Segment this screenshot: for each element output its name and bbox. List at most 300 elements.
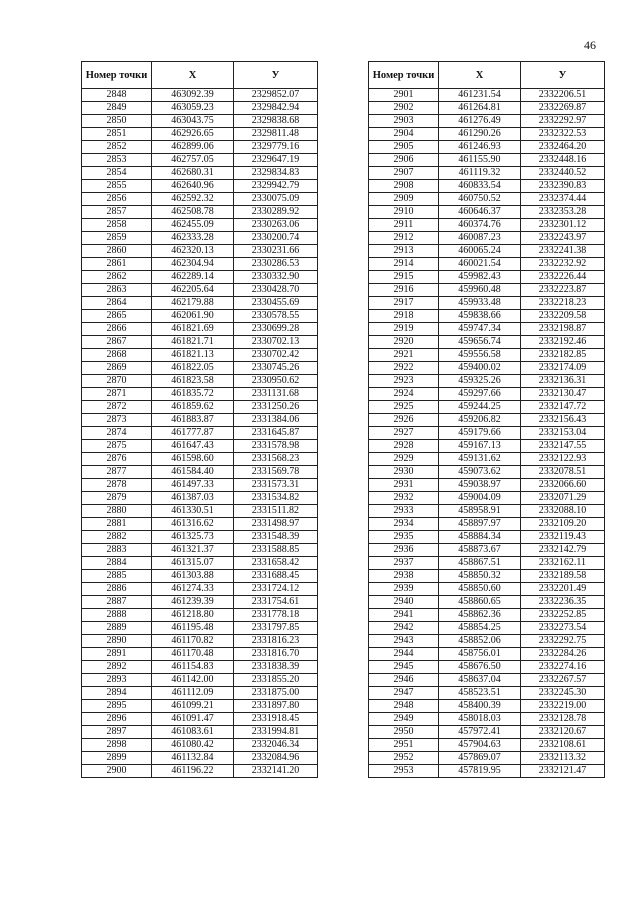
table-row xyxy=(82,388,318,401)
y-coordinate-cell: 2331588.85 xyxy=(234,544,318,557)
x-coordinate-cell: 461315.07 xyxy=(152,557,234,570)
y-coordinate-cell: 2330455.69 xyxy=(234,297,318,310)
point-number-cell: 2895 xyxy=(82,700,152,713)
y-coordinate-cell: 2332147.72 xyxy=(521,401,605,414)
table-row xyxy=(369,661,605,674)
table-row xyxy=(369,427,605,440)
point-number-cell: 2923 xyxy=(369,375,439,388)
point-number-cell: 2918 xyxy=(369,310,439,323)
table-row xyxy=(82,557,318,570)
point-number-cell: 2935 xyxy=(369,531,439,544)
x-coordinate-cell: 459325.26 xyxy=(439,375,521,388)
point-number-cell: 2945 xyxy=(369,661,439,674)
point-number-cell: 2913 xyxy=(369,245,439,258)
table-row xyxy=(369,232,605,245)
y-coordinate-cell: 2329942.79 xyxy=(234,180,318,193)
y-coordinate-cell: 2332322.53 xyxy=(521,128,605,141)
y-coordinate-cell: 2332284.26 xyxy=(521,648,605,661)
y-coordinate-cell: 2332464.20 xyxy=(521,141,605,154)
table-row xyxy=(82,180,318,193)
y-coordinate-cell: 2331645.87 xyxy=(234,427,318,440)
x-coordinate-cell: 459960.48 xyxy=(439,284,521,297)
point-number-cell: 2891 xyxy=(82,648,152,661)
x-coordinate-cell: 462680.31 xyxy=(152,167,234,180)
table-row xyxy=(369,349,605,362)
y-coordinate-cell: 2329852.07 xyxy=(234,89,318,102)
point-number-cell: 2854 xyxy=(82,167,152,180)
point-number-cell: 2882 xyxy=(82,531,152,544)
y-coordinate-cell: 2330950.62 xyxy=(234,375,318,388)
y-coordinate-cell: 2332206.51 xyxy=(521,89,605,102)
x-coordinate-cell: 463059.23 xyxy=(152,102,234,115)
table-row xyxy=(369,726,605,739)
y-coordinate-cell: 2332252.85 xyxy=(521,609,605,622)
point-number-cell: 2905 xyxy=(369,141,439,154)
y-coordinate-cell: 2332301.12 xyxy=(521,219,605,232)
point-number-cell: 2867 xyxy=(82,336,152,349)
y-coordinate-cell: 2331754.61 xyxy=(234,596,318,609)
x-coordinate-cell: 461091.47 xyxy=(152,713,234,726)
y-coordinate-cell: 2331384.06 xyxy=(234,414,318,427)
y-coordinate-cell: 2332440.52 xyxy=(521,167,605,180)
x-coordinate-cell: 459038.97 xyxy=(439,479,521,492)
point-number-cell: 2929 xyxy=(369,453,439,466)
y-coordinate-cell: 2332066.60 xyxy=(521,479,605,492)
table-header-row xyxy=(369,62,605,89)
point-number-cell: 2885 xyxy=(82,570,152,583)
x-coordinate-cell: 459073.62 xyxy=(439,466,521,479)
x-coordinate-cell: 458850.32 xyxy=(439,570,521,583)
point-number-cell: 2910 xyxy=(369,206,439,219)
table-row xyxy=(369,297,605,310)
point-number-cell: 2939 xyxy=(369,583,439,596)
table-row xyxy=(82,687,318,700)
table-row xyxy=(369,687,605,700)
x-coordinate-cell: 457869.07 xyxy=(439,752,521,765)
x-coordinate-cell: 461218.80 xyxy=(152,609,234,622)
table-row xyxy=(369,89,605,102)
table-row xyxy=(82,726,318,739)
x-coordinate-cell: 458756.01 xyxy=(439,648,521,661)
point-number-cell: 2866 xyxy=(82,323,152,336)
point-number-cell: 2936 xyxy=(369,544,439,557)
y-coordinate-cell: 2332136.31 xyxy=(521,375,605,388)
table-row xyxy=(369,466,605,479)
table-row xyxy=(369,401,605,414)
x-coordinate-cell: 461083.61 xyxy=(152,726,234,739)
point-number-cell: 2864 xyxy=(82,297,152,310)
point-number-cell: 2870 xyxy=(82,375,152,388)
point-number-cell: 2952 xyxy=(369,752,439,765)
y-coordinate-cell: 2331658.42 xyxy=(234,557,318,570)
x-coordinate-cell: 459747.34 xyxy=(439,323,521,336)
table-row xyxy=(369,713,605,726)
y-coordinate-cell: 2332162.11 xyxy=(521,557,605,570)
y-coordinate-cell: 2329811.48 xyxy=(234,128,318,141)
point-number-cell: 2872 xyxy=(82,401,152,414)
x-coordinate-cell: 463092.39 xyxy=(152,89,234,102)
x-coordinate-cell: 461290.26 xyxy=(439,128,521,141)
y-coordinate-cell: 2332071.29 xyxy=(521,492,605,505)
point-number-cell: 2874 xyxy=(82,427,152,440)
x-coordinate-cell: 461584.40 xyxy=(152,466,234,479)
table-row xyxy=(82,570,318,583)
x-coordinate-cell: 461274.33 xyxy=(152,583,234,596)
table-row xyxy=(369,492,605,505)
x-coordinate-cell: 462320.13 xyxy=(152,245,234,258)
table-row xyxy=(369,336,605,349)
point-number-cell: 2897 xyxy=(82,726,152,739)
x-coordinate-cell: 459297.66 xyxy=(439,388,521,401)
x-coordinate-cell: 461859.62 xyxy=(152,401,234,414)
table-row xyxy=(369,128,605,141)
x-coordinate-cell: 461231.54 xyxy=(439,89,521,102)
table-row xyxy=(369,557,605,570)
x-coordinate-cell: 462757.05 xyxy=(152,154,234,167)
y-coordinate-cell: 2329838.68 xyxy=(234,115,318,128)
point-number-cell: 2859 xyxy=(82,232,152,245)
table-row xyxy=(82,245,318,258)
y-coordinate-cell: 2330745.26 xyxy=(234,362,318,375)
point-number-cell: 2904 xyxy=(369,128,439,141)
x-coordinate-cell: 458897.97 xyxy=(439,518,521,531)
point-number-cell: 2916 xyxy=(369,284,439,297)
x-coordinate-cell: 458523.51 xyxy=(439,687,521,700)
point-number-cell: 2892 xyxy=(82,661,152,674)
table-row xyxy=(369,323,605,336)
point-number-cell: 2906 xyxy=(369,154,439,167)
table-row xyxy=(369,674,605,687)
point-number-cell: 2919 xyxy=(369,323,439,336)
y-coordinate-cell: 2331548.39 xyxy=(234,531,318,544)
y-coordinate-cell: 2332267.57 xyxy=(521,674,605,687)
y-coordinate-cell: 2332390.83 xyxy=(521,180,605,193)
x-coordinate-cell: 460374.76 xyxy=(439,219,521,232)
y-coordinate-cell: 2331569.78 xyxy=(234,466,318,479)
x-coordinate-cell: 462289.14 xyxy=(152,271,234,284)
y-coordinate-cell: 2332223.87 xyxy=(521,284,605,297)
x-coordinate-cell: 457819.95 xyxy=(439,765,521,778)
table-row xyxy=(82,167,318,180)
point-number-cell: 2926 xyxy=(369,414,439,427)
point-number-cell: 2889 xyxy=(82,622,152,635)
point-number-cell: 2922 xyxy=(369,362,439,375)
y-coordinate-cell: 2332374.44 xyxy=(521,193,605,206)
x-coordinate-cell: 459982.43 xyxy=(439,271,521,284)
y-coordinate-cell: 2330428.70 xyxy=(234,284,318,297)
point-number-cell: 2921 xyxy=(369,349,439,362)
y-coordinate-cell: 2332147.55 xyxy=(521,440,605,453)
y-coordinate-cell: 2332156.43 xyxy=(521,414,605,427)
coordinates-table-right xyxy=(368,61,605,778)
x-coordinate-cell: 461170.48 xyxy=(152,648,234,661)
table-row xyxy=(369,271,605,284)
y-coordinate-cell: 2332245.30 xyxy=(521,687,605,700)
y-coordinate-cell: 2329834.83 xyxy=(234,167,318,180)
table-row xyxy=(82,583,318,596)
point-number-cell: 2888 xyxy=(82,609,152,622)
point-number-cell: 2912 xyxy=(369,232,439,245)
point-number-cell: 2940 xyxy=(369,596,439,609)
table-row xyxy=(82,258,318,271)
y-coordinate-cell: 2331568.23 xyxy=(234,453,318,466)
point-number-cell: 2907 xyxy=(369,167,439,180)
x-coordinate-cell: 462592.32 xyxy=(152,193,234,206)
header-y: У xyxy=(521,62,605,89)
point-number-cell: 2886 xyxy=(82,583,152,596)
x-coordinate-cell: 461080.42 xyxy=(152,739,234,752)
point-number-cell: 2909 xyxy=(369,193,439,206)
x-coordinate-cell: 461195.48 xyxy=(152,622,234,635)
point-number-cell: 2941 xyxy=(369,609,439,622)
x-coordinate-cell: 460065.24 xyxy=(439,245,521,258)
y-coordinate-cell: 2329647.19 xyxy=(234,154,318,167)
x-coordinate-cell: 462333.28 xyxy=(152,232,234,245)
y-coordinate-cell: 2332448.16 xyxy=(521,154,605,167)
x-coordinate-cell: 462304.94 xyxy=(152,258,234,271)
point-number-cell: 2877 xyxy=(82,466,152,479)
y-coordinate-cell: 2332274.16 xyxy=(521,661,605,674)
x-coordinate-cell: 460833.54 xyxy=(439,180,521,193)
x-coordinate-cell: 461883.87 xyxy=(152,414,234,427)
y-coordinate-cell: 2331250.26 xyxy=(234,401,318,414)
point-number-cell: 2862 xyxy=(82,271,152,284)
y-coordinate-cell: 2331534.82 xyxy=(234,492,318,505)
y-coordinate-cell: 2332141.20 xyxy=(234,765,318,778)
point-number-cell: 2947 xyxy=(369,687,439,700)
y-coordinate-cell: 2332182.85 xyxy=(521,349,605,362)
x-coordinate-cell: 458862.36 xyxy=(439,609,521,622)
point-number-cell: 2917 xyxy=(369,297,439,310)
table-row xyxy=(369,544,605,557)
y-coordinate-cell: 2332128.78 xyxy=(521,713,605,726)
table-row xyxy=(369,206,605,219)
x-coordinate-cell: 461132.84 xyxy=(152,752,234,765)
table-row xyxy=(82,505,318,518)
table-row xyxy=(369,258,605,271)
y-coordinate-cell: 2329779.16 xyxy=(234,141,318,154)
table-row xyxy=(82,492,318,505)
y-coordinate-cell: 2332236.35 xyxy=(521,596,605,609)
x-coordinate-cell: 462640.96 xyxy=(152,180,234,193)
table-row xyxy=(369,622,605,635)
table-row xyxy=(369,752,605,765)
table-row xyxy=(369,167,605,180)
y-coordinate-cell: 2332219.00 xyxy=(521,700,605,713)
table-row xyxy=(82,336,318,349)
x-coordinate-cell: 461321.37 xyxy=(152,544,234,557)
y-coordinate-cell: 2331855.20 xyxy=(234,674,318,687)
x-coordinate-cell: 460750.52 xyxy=(439,193,521,206)
point-number-cell: 2865 xyxy=(82,310,152,323)
point-number-cell: 2899 xyxy=(82,752,152,765)
table-row xyxy=(369,700,605,713)
x-coordinate-cell: 461316.62 xyxy=(152,518,234,531)
y-coordinate-cell: 2331918.45 xyxy=(234,713,318,726)
table-row xyxy=(82,739,318,752)
y-coordinate-cell: 2330699.28 xyxy=(234,323,318,336)
table-row xyxy=(369,180,605,193)
table-row xyxy=(82,193,318,206)
y-coordinate-cell: 2332201.49 xyxy=(521,583,605,596)
table-row xyxy=(369,115,605,128)
point-number-cell: 2933 xyxy=(369,505,439,518)
y-coordinate-cell: 2332108.61 xyxy=(521,739,605,752)
point-number-cell: 2848 xyxy=(82,89,152,102)
point-number-cell: 2876 xyxy=(82,453,152,466)
x-coordinate-cell: 458400.39 xyxy=(439,700,521,713)
y-coordinate-cell: 2332198.87 xyxy=(521,323,605,336)
point-number-cell: 2925 xyxy=(369,401,439,414)
x-coordinate-cell: 462455.09 xyxy=(152,219,234,232)
table-row xyxy=(82,115,318,128)
table-row xyxy=(82,596,318,609)
table-row xyxy=(369,531,605,544)
y-coordinate-cell: 2332119.43 xyxy=(521,531,605,544)
x-coordinate-cell: 461264.81 xyxy=(439,102,521,115)
point-number-cell: 2887 xyxy=(82,596,152,609)
table-row xyxy=(369,453,605,466)
point-number-cell: 2943 xyxy=(369,635,439,648)
table-row xyxy=(82,661,318,674)
y-coordinate-cell: 2331573.31 xyxy=(234,479,318,492)
x-coordinate-cell: 459004.09 xyxy=(439,492,521,505)
y-coordinate-cell: 2330702.42 xyxy=(234,349,318,362)
y-coordinate-cell: 2332078.51 xyxy=(521,466,605,479)
table-row xyxy=(369,739,605,752)
x-coordinate-cell: 459656.74 xyxy=(439,336,521,349)
x-coordinate-cell: 457972.41 xyxy=(439,726,521,739)
point-number-cell: 2927 xyxy=(369,427,439,440)
point-number-cell: 2911 xyxy=(369,219,439,232)
x-coordinate-cell: 461822.05 xyxy=(152,362,234,375)
x-coordinate-cell: 459933.48 xyxy=(439,297,521,310)
table-row xyxy=(82,752,318,765)
table-body-left xyxy=(82,89,318,778)
y-coordinate-cell: 2330286.53 xyxy=(234,258,318,271)
y-coordinate-cell: 2332218.23 xyxy=(521,297,605,310)
x-coordinate-cell: 458860.65 xyxy=(439,596,521,609)
y-coordinate-cell: 2332046.34 xyxy=(234,739,318,752)
x-coordinate-cell: 458637.04 xyxy=(439,674,521,687)
header-x: X xyxy=(152,62,234,89)
x-coordinate-cell: 458884.34 xyxy=(439,531,521,544)
y-coordinate-cell: 2330263.06 xyxy=(234,219,318,232)
table-row xyxy=(82,362,318,375)
table-row xyxy=(369,583,605,596)
table-row xyxy=(82,297,318,310)
x-coordinate-cell: 461303.88 xyxy=(152,570,234,583)
y-coordinate-cell: 2332084.96 xyxy=(234,752,318,765)
point-number-cell: 2878 xyxy=(82,479,152,492)
table-row xyxy=(82,401,318,414)
y-coordinate-cell: 2332192.46 xyxy=(521,336,605,349)
header-y: У xyxy=(234,62,318,89)
table-row xyxy=(82,349,318,362)
x-coordinate-cell: 461276.49 xyxy=(439,115,521,128)
table-row xyxy=(82,648,318,661)
y-coordinate-cell: 2332142.79 xyxy=(521,544,605,557)
x-coordinate-cell: 459167.13 xyxy=(439,440,521,453)
x-coordinate-cell: 462179.88 xyxy=(152,297,234,310)
point-number-cell: 2931 xyxy=(369,479,439,492)
y-coordinate-cell: 2330075.09 xyxy=(234,193,318,206)
x-coordinate-cell: 459400.02 xyxy=(439,362,521,375)
y-coordinate-cell: 2331511.82 xyxy=(234,505,318,518)
table-row xyxy=(82,271,318,284)
x-coordinate-cell: 462926.65 xyxy=(152,128,234,141)
point-number-cell: 2894 xyxy=(82,687,152,700)
y-coordinate-cell: 2332088.10 xyxy=(521,505,605,518)
table-row xyxy=(369,284,605,297)
x-coordinate-cell: 457904.63 xyxy=(439,739,521,752)
y-coordinate-cell: 2332174.09 xyxy=(521,362,605,375)
table-row xyxy=(82,544,318,557)
table-row xyxy=(82,128,318,141)
y-coordinate-cell: 2330289.92 xyxy=(234,206,318,219)
table-row xyxy=(369,193,605,206)
table-row xyxy=(369,154,605,167)
point-number-cell: 2853 xyxy=(82,154,152,167)
y-coordinate-cell: 2331498.97 xyxy=(234,518,318,531)
point-number-cell: 2855 xyxy=(82,180,152,193)
y-coordinate-cell: 2331838.39 xyxy=(234,661,318,674)
point-number-cell: 2946 xyxy=(369,674,439,687)
table-row xyxy=(369,596,605,609)
point-number-cell: 2950 xyxy=(369,726,439,739)
y-coordinate-cell: 2332120.67 xyxy=(521,726,605,739)
table-row xyxy=(369,219,605,232)
point-number-cell: 2914 xyxy=(369,258,439,271)
x-coordinate-cell: 463043.75 xyxy=(152,115,234,128)
point-number-cell: 2861 xyxy=(82,258,152,271)
y-coordinate-cell: 2332109.20 xyxy=(521,518,605,531)
point-number-cell: 2860 xyxy=(82,245,152,258)
x-coordinate-cell: 458850.60 xyxy=(439,583,521,596)
point-number-cell: 2900 xyxy=(82,765,152,778)
x-coordinate-cell: 458854.25 xyxy=(439,622,521,635)
y-coordinate-cell: 2331797.85 xyxy=(234,622,318,635)
point-number-cell: 2937 xyxy=(369,557,439,570)
x-coordinate-cell: 459244.25 xyxy=(439,401,521,414)
table-header-row xyxy=(82,62,318,89)
point-number-cell: 2896 xyxy=(82,713,152,726)
point-number-cell: 2890 xyxy=(82,635,152,648)
point-number-cell: 2884 xyxy=(82,557,152,570)
y-coordinate-cell: 2331778.18 xyxy=(234,609,318,622)
y-coordinate-cell: 2332353.28 xyxy=(521,206,605,219)
table-row xyxy=(369,375,605,388)
header-point-number: Номер точки xyxy=(369,62,439,89)
table-row xyxy=(82,700,318,713)
header-point-number: Номер точки xyxy=(82,62,152,89)
x-coordinate-cell: 461325.73 xyxy=(152,531,234,544)
table-row xyxy=(369,609,605,622)
point-number-cell: 2868 xyxy=(82,349,152,362)
x-coordinate-cell: 459556.58 xyxy=(439,349,521,362)
y-coordinate-cell: 2331688.45 xyxy=(234,570,318,583)
x-coordinate-cell: 459206.82 xyxy=(439,414,521,427)
x-coordinate-cell: 461821.69 xyxy=(152,323,234,336)
table-row xyxy=(82,453,318,466)
table-row xyxy=(369,102,605,115)
x-coordinate-cell: 459179.66 xyxy=(439,427,521,440)
table-row xyxy=(369,635,605,648)
y-coordinate-cell: 2332292.75 xyxy=(521,635,605,648)
point-number-cell: 2880 xyxy=(82,505,152,518)
y-coordinate-cell: 2332232.92 xyxy=(521,258,605,271)
x-coordinate-cell: 461823.58 xyxy=(152,375,234,388)
